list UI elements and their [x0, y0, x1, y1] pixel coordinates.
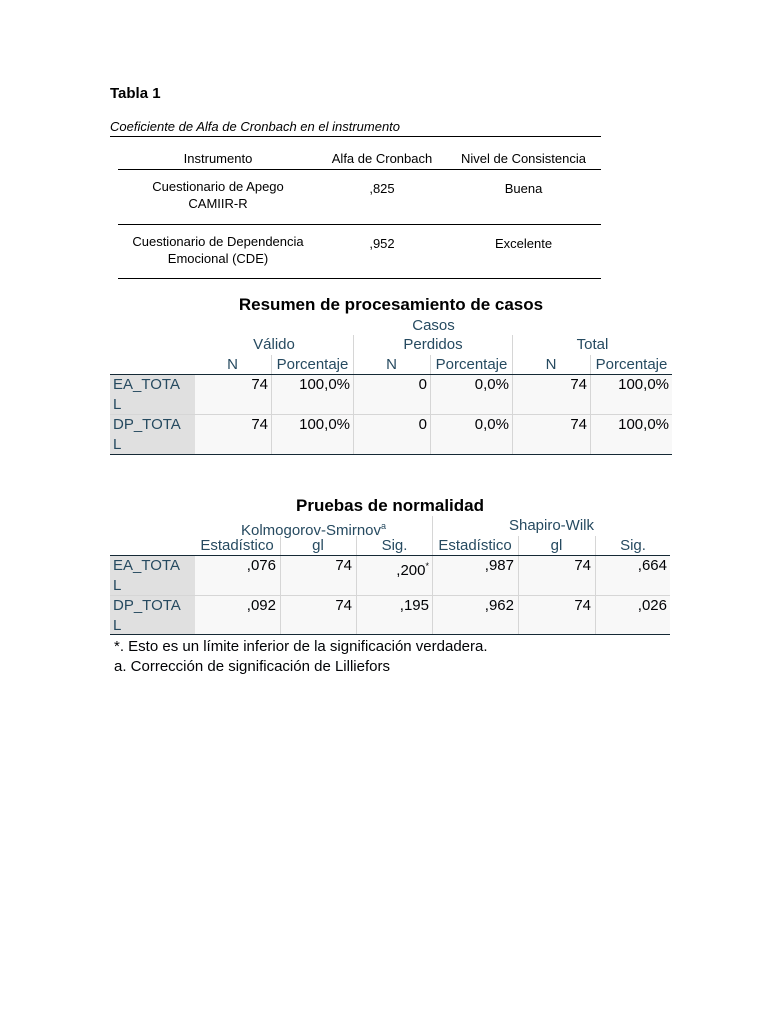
table1-header-alfa: Alfa de Cronbach	[331, 151, 433, 166]
resumen-sub-n2: N	[386, 356, 397, 373]
normalidad-r2-ks-gl: 74	[335, 597, 352, 614]
resumen-r1-pct-total: 100,0%	[618, 376, 669, 393]
table1-row1-alfa: ,825	[369, 181, 395, 196]
table1-row1-nivel: Buena	[504, 181, 543, 196]
normalidad-sub-sig2: Sig.	[620, 537, 646, 554]
normalidad-group-sw: Shapiro-Wilk	[508, 517, 595, 534]
normalidad-r1-sw-gl: 74	[574, 557, 591, 574]
normalidad-row-label: EA_TOTA L	[110, 556, 195, 595]
normalidad-sub-est2: Estadístico	[438, 537, 512, 554]
normalidad-title: Pruebas de normalidad	[296, 496, 484, 515]
normalidad-r2-sw-sig: ,026	[637, 597, 667, 614]
normalidad-r1-ks-gl: 74	[335, 557, 352, 574]
resumen-sub-pct3: Porcentaje	[595, 356, 668, 373]
resumen-row-label: DP_TOTA L	[110, 415, 195, 454]
resumen-group-total: Total	[576, 336, 609, 353]
normalidad-sub-est1: Estadístico	[200, 537, 274, 554]
normalidad-sub-sig1: Sig.	[381, 537, 408, 554]
footnote-asterisk: *. Esto es un límite inferior de la significación verdadera.	[114, 638, 488, 655]
footnote-lilliefors: a. Corrección de significación de Lilliefors	[114, 658, 390, 675]
table1-row2-alfa: ,952	[369, 236, 395, 251]
resumen-group-perdidos: Perdidos	[403, 336, 463, 353]
resumen-r2-pct-total: 100,0%	[618, 416, 669, 433]
table1-row2-instrumento: Cuestionario de Dependencia Emocional (CDE)	[132, 234, 304, 266]
resumen-title: Resumen de procesamiento de casos	[238, 295, 544, 314]
normalidad-sub-gl1: gl	[312, 537, 324, 554]
table1-row1-instrumento: Cuestionario de Apego CAMIIR-R	[152, 179, 284, 211]
table1-header-nivel: Nivel de Consistencia	[460, 151, 586, 166]
normalidad-r2-ks-sig: ,195	[399, 597, 429, 614]
normalidad-sub-gl2: gl	[550, 537, 563, 554]
resumen-r2-pct-valido: 100,0%	[299, 416, 350, 433]
normalidad-r1-ks-est: ,076	[246, 557, 276, 574]
table-label: Tabla 1	[110, 85, 161, 102]
table-caption: Coeficiente de Alfa de Cronbach en el instrumento	[110, 119, 401, 134]
resumen-r2-n-valido: 74	[251, 416, 268, 433]
resumen-sub-pct2: Porcentaje	[435, 356, 508, 373]
table1-bottom-rule	[118, 278, 601, 279]
resumen-r1-n-total: 74	[570, 376, 587, 393]
resumen-r2-n-total: 74	[570, 416, 587, 433]
resumen-row-label: EA_TOTA L	[110, 375, 195, 414]
table1-row-rule	[118, 224, 601, 225]
resumen-sub-n1: N	[227, 356, 238, 373]
resumen-r1-pct-valido: 100,0%	[299, 376, 350, 393]
normalidad-r1-sw-sig: ,664	[637, 557, 667, 574]
normalidad-r1-ks-sig: ,200*	[396, 561, 429, 579]
resumen-bottom-rule	[110, 454, 672, 455]
resumen-header-casos: Casos	[412, 317, 455, 334]
table1-header-instrumento: Instrumento	[183, 151, 253, 166]
table1-header-rule	[118, 169, 601, 170]
normalidad-row-label: DP_TOTA L	[110, 596, 195, 634]
normalidad-group-ks: Kolmogorov-Smirnov$^a$	[240, 521, 387, 539]
resumen-r1-n-valido: 74	[251, 376, 268, 393]
normalidad-r2-sw-est: ,962	[484, 597, 514, 614]
resumen-r1-n-perdidos: 0	[418, 376, 427, 393]
table1-row2-nivel: Excelente	[494, 236, 553, 251]
resumen-sub-n3: N	[545, 356, 557, 373]
normalidad-r1-sw-est: ,987	[484, 557, 514, 574]
resumen-group-valido: Válido	[253, 336, 295, 353]
resumen-sub-pct1: Porcentaje	[276, 356, 349, 373]
table1-top-rule	[110, 136, 601, 137]
resumen-r2-n-perdidos: 0	[418, 416, 427, 433]
normalidad-r2-sw-gl: 74	[574, 597, 591, 614]
resumen-r1-pct-perdidos: 0,0%	[474, 376, 509, 393]
normalidad-bottom-rule	[110, 634, 670, 635]
resumen-r2-pct-perdidos: 0,0%	[474, 416, 509, 433]
normalidad-r2-ks-est: ,092	[246, 597, 276, 614]
